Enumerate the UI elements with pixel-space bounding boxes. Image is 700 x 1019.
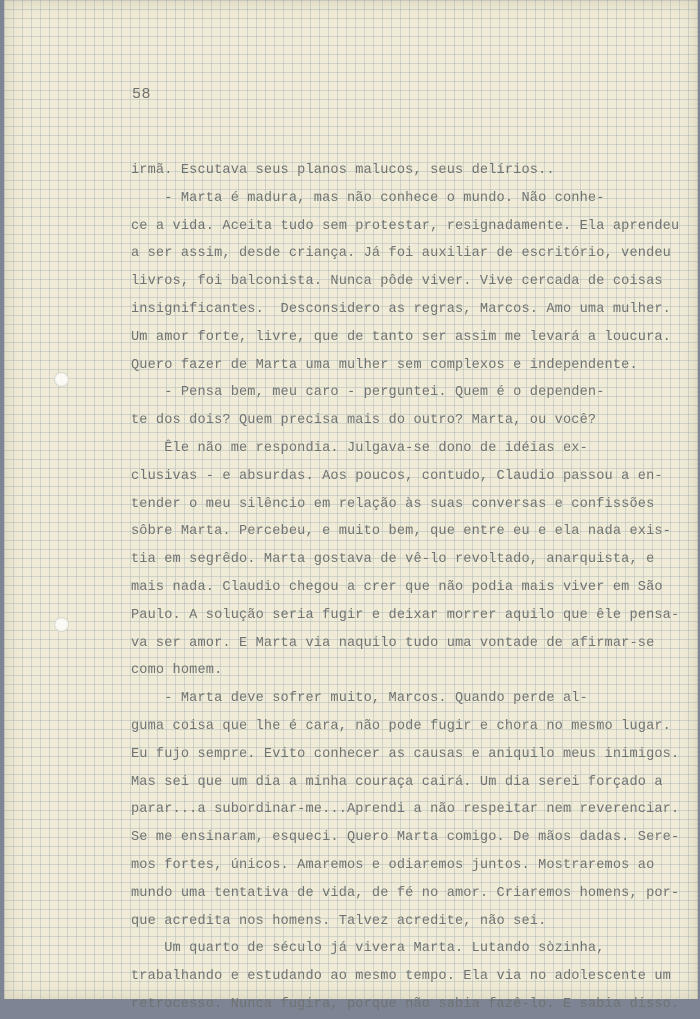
text-line: irmã. Escutava seus planos malucos, seus delírios.. [131,163,555,178]
text-line: Êle não me respondia. Julgava-se dono de idéias ex- [131,440,588,456]
text-line: Eu fujo sempre. Evito conhecer as causas e aniquilo meus inimigos. [131,746,680,762]
body-text [131,157,680,1019]
text-line: mos fortes, únicos. Amaremos e odiaremos juntos. Mostraremos ao [131,857,655,873]
text-line: parar...a subordinar-me...Aprendi a não respeitar nem reverenciar. [131,802,680,818]
punch-hole-top [54,372,69,387]
text-line: Um amor forte, livre, que de tanto ser assim me levará a loucura. [131,329,671,345]
text-line: como homem. [131,663,223,679]
text-line: Um quarto de século já vivera Marta. Lutando sòzinha, [131,941,605,957]
text-line: trabalhando e estudando ao mesmo tempo. Ela via no adolescente um [131,969,671,985]
text-line: ce a vida. Aceita tudo sem protestar, resignadamente. Ela aprendeu [131,218,680,234]
text-line: Quero fazer de Marta uma mulher sem complexos e independente. [131,357,638,373]
text-line: a ser assim, desde criança. Já foi auxiliar de escritório, vendeu [131,246,671,262]
text-line: retrocesso. Nunca fugira, porque não sabia fazê-lo. E sabia disso. [131,996,680,1012]
text-line: Se me ensinaram, esqueci. Quero Marta comigo. De mãos dadas. Sere- [131,830,680,846]
text-line: tia em segrêdo. Marta gostava de vê-lo revoltado, anarquista, e [131,552,655,568]
text-line: tender o meu silêncio em relação às suas conversas e confissões [131,496,655,512]
typewritten-page [4,0,698,1012]
text-line: te dos dois? Quem precisa mais do outro? Marta, ou você? [131,413,597,429]
text-line: insignificantes. Desconsidero as regras, Marcos. Amo uma mulher. [131,301,671,317]
text-line: mais nada. Claudio chegou a crer que não podia mais viver em São [131,579,663,595]
text-line: va ser amor. E Marta via naquilo tudo uma vontade de afirmar-se [131,635,655,651]
text-line: clusivas - e absurdas. Aos poucos, contudo, Claudio passou a en- [131,468,663,484]
text-line: que acredita nos homens. Talvez acredite, não sei. [131,913,547,929]
text-line: mundo uma tentativa de vida, de fé no amor. Criaremos homens, por- [131,885,680,901]
text-line: livros, foi balconista. Nunca pôde viver. Vive cercada de coisas [131,274,663,290]
page-number: 58 [132,86,152,103]
text-line: guma coisa que lhe é cara, não pode fugir e chora no mesmo lugar. [131,718,671,734]
punch-hole-bottom [54,617,69,632]
text-line: Mas sei que um dia a minha couraça cairá. Um dia serei forçado a [131,774,663,790]
text-line: sôbre Marta. Percebeu, e muito bem, que entre eu e ela nada exis- [131,524,671,540]
text-line: - Marta é madura, mas não conhece o mundo. Não conhe- [131,190,605,206]
text-line: - Pensa bem, meu caro - perguntei. Quem é o dependen- [131,385,605,401]
text-line: - Marta deve sofrer muito, Marcos. Quando perde al- [131,691,588,707]
text-line: Paulo. A solução seria fugir e deixar morrer aquilo que êle pensa- [131,607,680,623]
